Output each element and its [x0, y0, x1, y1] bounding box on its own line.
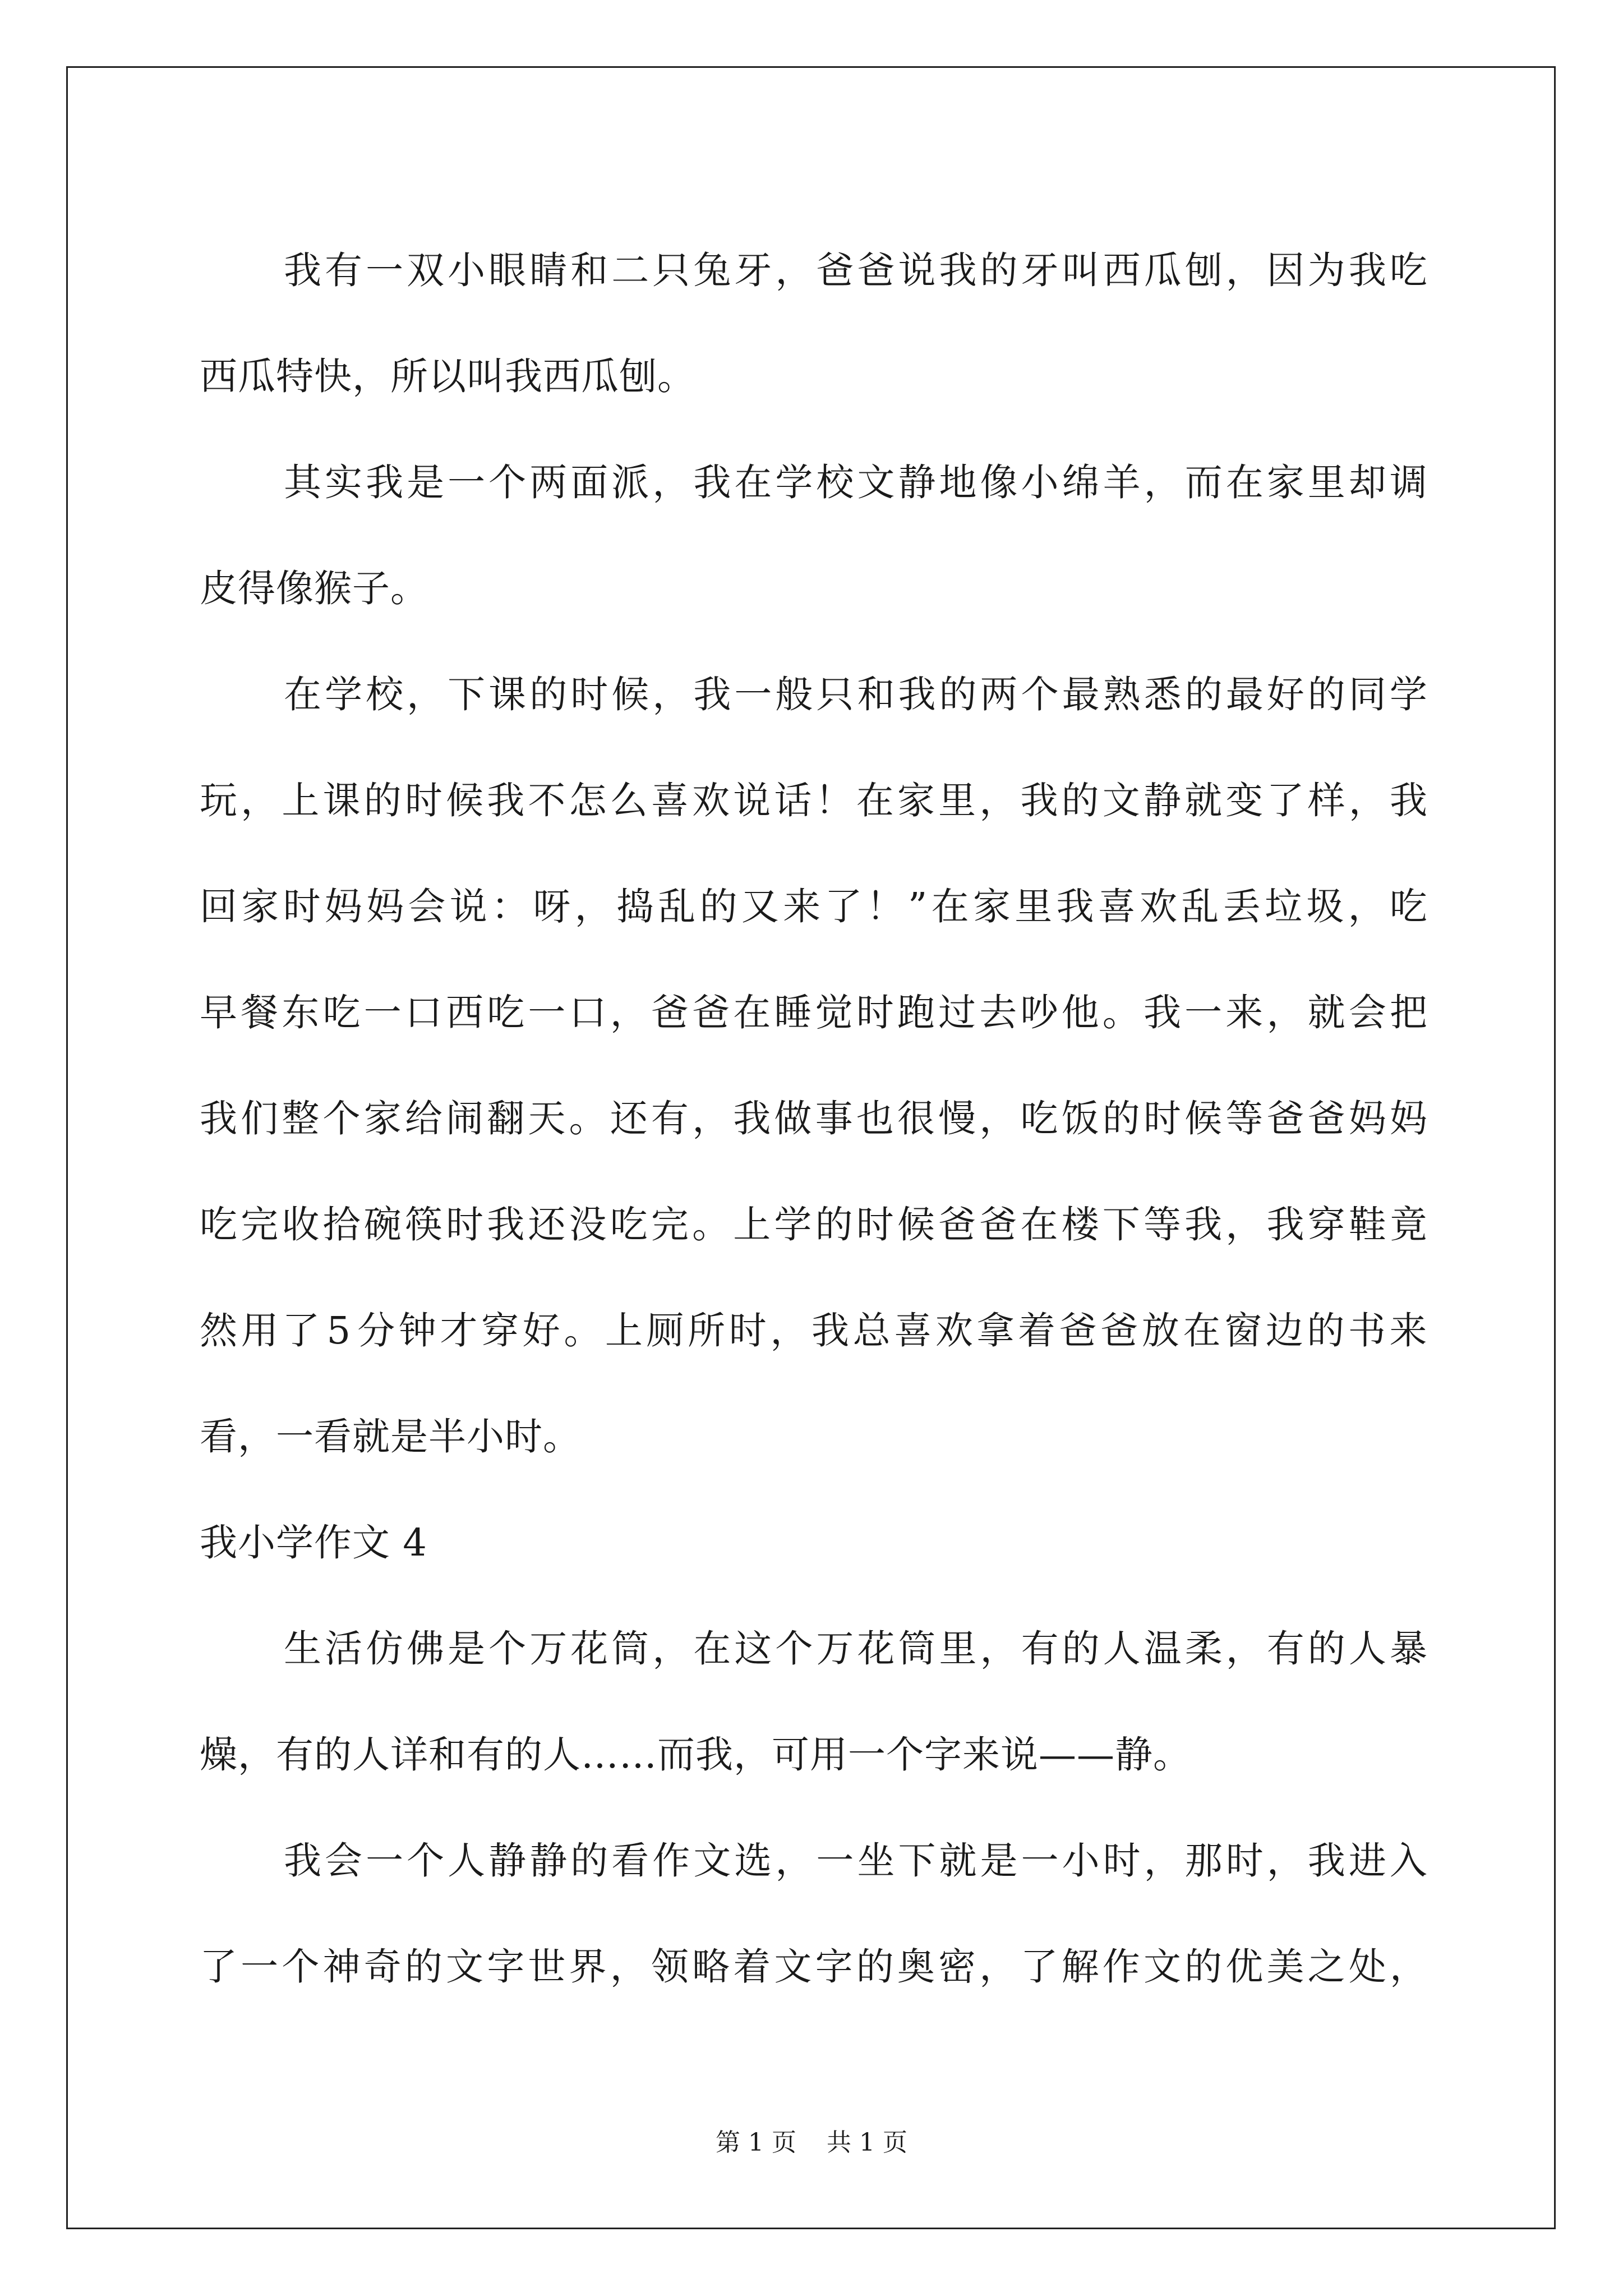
text-line: 在 学 校 ， 下 课 的 时 候 ， 我 一 般 只 和 我 的 两 个 最 熟 悉 的 最 好 的 同 学 — [284, 673, 1428, 716]
page-total: 共 1 页 — [827, 2128, 907, 2157]
text-line: 燥，有的人详和有的人……而我，可用一个字来说——静。 — [200, 1733, 1191, 1777]
text-line: 玩 ， 上 课 的 时 候 我 不 怎 么 喜 欢 说 话 ！ 在 家 里 ， 我 的 文 静 就 变 了 样 ， 我 — [200, 779, 1428, 822]
page-number: 第 1 页 — [716, 2128, 796, 2157]
paragraph — [200, 642, 1428, 1490]
text-line: 了 一 个 神 奇 的 文 字 世 界 ， 领 略 着 文 字 的 奥 密 ， 了 解 作 文 的 优 美 之 处 ， — [200, 1945, 1428, 1989]
text-line: 其 实 我 是 一 个 两 面 派 ， 我 在 学 校 文 静 地 像 小 绵 羊 ， 而 在 家 里 却 调 — [284, 461, 1428, 504]
text-line: 然 用 了 5 分 钟 才 穿 好 。 上 厕 所 时 ， 我 总 喜 欢 拿 着 爸 爸 放 在 窗 边 的 书 来 — [200, 1309, 1428, 1352]
section-heading: 我小学作文 4 — [200, 1521, 427, 1565]
paragraph — [200, 1596, 1428, 1808]
text-line: 生 活 仿 佛 是 个 万 花 筒 ， 在 这 个 万 花 筒 里 ， 有 的 人 温 柔 ， 有 的 人 暴 — [284, 1627, 1428, 1671]
paragraph — [200, 1808, 1428, 2020]
text-line: 看，一看就是半小时。 — [200, 1415, 581, 1458]
text-line: 早 餐 东 吃 一 口 西 吃 一 口 ， 爸 爸 在 睡 觉 时 跑 过 去 吵 他 。 我 一 来 ， 就 会 把 — [200, 991, 1428, 1034]
text-line: 我 有 一 双 小 眼 睛 和 二 只 兔 牙 ， 爸 爸 说 我 的 牙 叫 西 瓜 刨 ， 因 为 我 吃 — [284, 249, 1428, 292]
text-line: 皮得像猴子。 — [200, 567, 428, 610]
text-line: 回 家 时 妈 妈 会 说 ： 呀 ， 捣 乱 的 又 来 了 ！ ” 在 家 里 我 喜 欢 乱 丢 垃 圾 ， 吃 — [200, 885, 1428, 928]
paragraph — [200, 430, 1428, 642]
text-line: 西瓜特快，所以叫我西瓜刨。 — [200, 355, 695, 398]
text-line: 我 会 一 个 人 静 静 的 看 作 文 选 ， 一 坐 下 就 是 一 小 时 ， 那 时 ， 我 进 入 — [284, 1839, 1428, 1883]
document-body — [200, 218, 1428, 2020]
text-line: 吃 完 收 拾 碗 筷 时 我 还 没 吃 完 。 上 学 的 时 候 爸 爸 在 楼 下 等 我 ， 我 穿 鞋 竟 — [200, 1203, 1428, 1246]
paragraph — [200, 218, 1428, 430]
page-footer — [0, 2126, 1623, 2160]
text-line: 我 们 整 个 家 给 闹 翻 天 。 还 有 ， 我 做 事 也 很 慢 ， 吃 饭 的 时 候 等 爸 爸 妈 妈 — [200, 1097, 1428, 1140]
